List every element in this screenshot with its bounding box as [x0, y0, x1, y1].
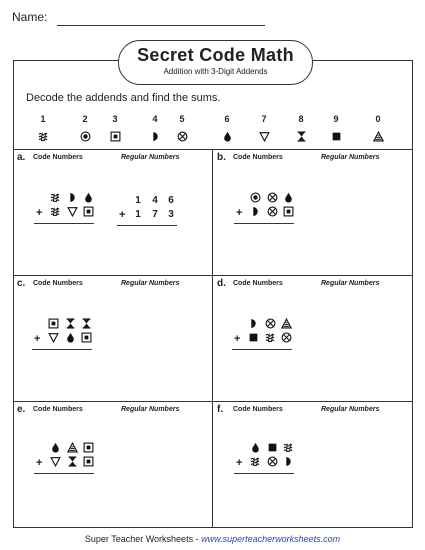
problem-letter: e.	[17, 404, 26, 415]
triangle-striped-icon	[281, 318, 292, 329]
regular-numbers-label: Regular Numbers	[121, 154, 180, 161]
page-title: Secret Code Math	[137, 45, 294, 65]
sum-line	[32, 349, 92, 350]
code-symbol	[248, 456, 262, 470]
hourglass-icon	[81, 318, 92, 329]
half-circle-icon	[283, 456, 294, 467]
plus-sign: +	[36, 207, 43, 219]
code-key-item-3	[95, 114, 135, 141]
triangle-down-icon	[50, 456, 61, 467]
code-numbers-label: Code Numbers	[33, 406, 83, 413]
footer-text: Super Teacher Worksheets -	[84, 534, 202, 544]
sum-line	[34, 473, 94, 474]
triangle-down-icon	[259, 131, 270, 142]
wavy-icon	[265, 332, 276, 343]
code-key-item-9	[316, 114, 356, 141]
code-symbol	[248, 192, 262, 206]
code-symbol	[263, 332, 277, 346]
drop-icon	[65, 332, 76, 343]
code-key-symbol	[95, 129, 135, 141]
wavy-icon	[50, 192, 61, 203]
sum-line	[117, 225, 177, 226]
code-key-digit: 4	[152, 114, 158, 124]
code-symbol	[48, 192, 62, 206]
regular-numbers-label: Regular Numbers	[321, 154, 380, 161]
code-symbol	[263, 318, 277, 332]
square-dot-icon	[48, 318, 59, 329]
code-key-symbol	[23, 129, 63, 141]
triangle-down-icon	[48, 332, 59, 343]
code-symbol	[81, 206, 95, 220]
wavy-icon	[250, 456, 261, 467]
code-numbers-label: Code Numbers	[233, 406, 283, 413]
drop-icon	[283, 192, 294, 203]
problem-letter: c.	[17, 278, 26, 289]
code-key-item-1	[23, 114, 63, 141]
problem-letter: b.	[217, 152, 226, 163]
square-filled-icon	[248, 332, 259, 343]
half-circle-icon	[250, 206, 261, 217]
name-label: Name:	[12, 10, 48, 24]
code-key-digit: 9	[333, 114, 339, 124]
code-symbol	[265, 206, 279, 220]
square-dot-icon	[83, 206, 94, 217]
plus-sign: +	[236, 457, 243, 469]
code-symbol	[248, 206, 262, 220]
hourglass-icon	[67, 456, 78, 467]
code-symbol	[65, 192, 79, 206]
code-symbol	[81, 442, 95, 456]
code-symbol	[265, 456, 279, 470]
problem-cell-f	[213, 402, 412, 526]
regular-numbers-label: Regular Numbers	[321, 406, 380, 413]
code-symbol	[46, 318, 60, 332]
drop-icon	[83, 192, 94, 203]
triangle-striped-icon	[373, 131, 384, 142]
footer	[0, 534, 425, 544]
code-symbol	[279, 332, 293, 346]
page-subtitle: Addition with 3-Digit Addends	[163, 67, 268, 76]
code-symbol	[248, 442, 262, 456]
code-symbol	[46, 332, 60, 346]
code-key-item-8	[281, 114, 321, 141]
code-symbol	[63, 332, 77, 346]
square-filled-icon	[267, 442, 278, 453]
code-symbol	[48, 456, 62, 470]
regular-numbers-label: Regular Numbers	[121, 406, 180, 413]
code-key-symbol	[358, 129, 398, 141]
drop-icon	[250, 442, 261, 453]
code-symbol	[281, 192, 295, 206]
drop-icon	[50, 442, 61, 453]
square-dot-icon	[110, 131, 121, 142]
regular-digit: 1	[135, 195, 141, 206]
code-symbol	[281, 442, 295, 456]
code-numbers-label: Code Numbers	[33, 154, 83, 161]
footer-url[interactable]: www.superteacherworksheets.com	[201, 534, 341, 544]
sum-line	[232, 349, 292, 350]
problem-cell-d	[213, 276, 412, 400]
code-numbers-label: Code Numbers	[233, 280, 283, 287]
circle-dot-icon	[80, 131, 91, 142]
problem-letter: f.	[217, 404, 224, 415]
circle-x-icon	[281, 332, 292, 343]
code-symbol	[65, 206, 79, 220]
plus-sign: +	[234, 333, 241, 345]
regular-numbers-label: Regular Numbers	[121, 280, 180, 287]
plus-sign: +	[36, 457, 43, 469]
code-symbol	[65, 456, 79, 470]
name-line[interactable]	[57, 25, 265, 26]
square-dot-icon	[83, 442, 94, 453]
code-key-digit: 2	[82, 114, 88, 124]
triangle-down-icon	[67, 206, 78, 217]
instruction-text: Decode the addends and find the sums.	[26, 92, 221, 104]
problem-cell-e	[13, 402, 212, 526]
code-symbol	[65, 442, 79, 456]
half-circle-icon	[67, 192, 78, 203]
code-key-digit: 0	[375, 114, 381, 124]
code-symbol	[265, 192, 279, 206]
square-dot-icon	[83, 456, 94, 467]
code-symbol	[81, 192, 95, 206]
circle-x-icon	[267, 206, 278, 217]
code-symbol	[281, 456, 295, 470]
code-symbol	[48, 206, 62, 220]
sum-line	[234, 473, 294, 474]
code-key-item-0	[358, 114, 398, 141]
code-key-digit: 7	[261, 114, 267, 124]
problem-cell-a	[13, 150, 212, 274]
code-key-symbol	[281, 129, 321, 141]
code-key-symbol	[207, 129, 247, 141]
regular-digit: 7	[152, 209, 158, 220]
square-dot-icon	[283, 206, 294, 217]
code-symbol	[63, 318, 77, 332]
plus-sign: +	[34, 333, 41, 345]
code-symbol	[81, 456, 95, 470]
problem-cell-c	[13, 276, 212, 400]
code-symbol	[48, 442, 62, 456]
code-symbol	[246, 332, 260, 346]
regular-digit: 4	[152, 195, 158, 206]
code-key-symbol	[244, 129, 284, 141]
code-numbers-label: Code Numbers	[33, 280, 83, 287]
triangle-striped-icon	[67, 442, 78, 453]
regular-digit: 6	[168, 195, 174, 206]
wavy-icon	[283, 442, 294, 453]
plus-sign: +	[119, 209, 126, 221]
code-key-symbol	[162, 129, 202, 141]
code-key-digit: 6	[224, 114, 230, 124]
hourglass-icon	[65, 318, 76, 329]
circle-x-icon	[265, 318, 276, 329]
regular-digit: 1	[135, 209, 141, 220]
code-numbers-label: Code Numbers	[233, 154, 283, 161]
code-symbol	[281, 206, 295, 220]
code-symbol	[246, 318, 260, 332]
code-symbol	[265, 442, 279, 456]
half-circle-icon	[150, 131, 161, 142]
square-filled-icon	[331, 131, 342, 142]
sum-line	[234, 223, 294, 224]
code-key-symbol	[316, 129, 356, 141]
problem-letter: a.	[17, 152, 26, 163]
code-key-item-5	[162, 114, 202, 141]
circle-x-icon	[267, 456, 278, 467]
circle-x-icon	[267, 192, 278, 203]
code-symbol	[79, 332, 93, 346]
drop-icon	[222, 131, 233, 142]
problem-cell-b	[213, 150, 412, 274]
square-dot-icon	[81, 332, 92, 343]
code-key-item-7	[244, 114, 284, 141]
code-symbol	[279, 318, 293, 332]
hourglass-icon	[296, 131, 307, 142]
half-circle-icon	[248, 318, 259, 329]
circle-x-icon	[177, 131, 188, 142]
title-box	[118, 40, 313, 85]
code-key-digit: 5	[179, 114, 185, 124]
wavy-icon	[38, 131, 49, 142]
sum-line	[34, 223, 94, 224]
plus-sign: +	[236, 207, 243, 219]
code-key-digit: 8	[298, 114, 304, 124]
circle-dot-icon	[250, 192, 261, 203]
code-key-digit: 3	[112, 114, 118, 124]
regular-numbers-label: Regular Numbers	[321, 280, 380, 287]
code-symbol	[79, 318, 93, 332]
code-key-digit: 1	[40, 114, 46, 124]
code-key-item-6	[207, 114, 247, 141]
wavy-icon	[50, 206, 61, 217]
problem-letter: d.	[217, 278, 226, 289]
regular-digit: 3	[168, 209, 174, 220]
